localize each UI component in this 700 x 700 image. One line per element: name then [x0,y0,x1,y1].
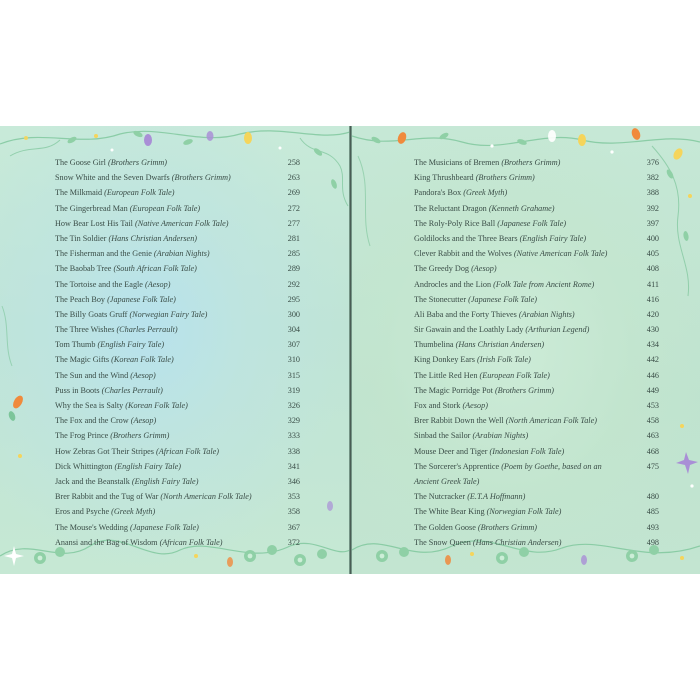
toc-page-number: 420 [646,309,659,319]
toc-page-number: 263 [287,173,300,183]
toc-page-number: 289 [287,264,300,274]
toc-entry[interactable]: Jack and the Beanstalk (English Fairy Tale) 346 [55,474,300,489]
toc-entry[interactable]: The Baobab Tree (South African Folk Tale) 289 [55,261,300,276]
toc-page-number: 285 [287,249,300,259]
toc-page-number: 493 [646,522,659,532]
toc-page-number: 372 [287,537,300,547]
toc-page-number: 446 [646,370,659,380]
toc-entry[interactable]: Brer Rabbit and the Tug of War (North American Folk Tale) 353 [55,489,300,504]
toc-entry[interactable]: Anansi and the Bag of Wisdom (African Folk Tale) 372 [55,535,300,550]
toc-entry[interactable]: The Roly-Poly Rice Ball (Japanese Folk Tale) 397 [414,216,659,231]
toc-page-number: 411 [647,279,659,289]
toc-entry[interactable]: Why the Sea is Salty (Korean Folk Tale) 326 [55,398,300,413]
toc-page-number: 397 [646,218,659,228]
toc-page-number: 341 [287,461,300,471]
toc-page-number: 416 [646,294,659,304]
toc-entry[interactable]: Eros and Psyche (Greek Myth) 358 [55,504,300,519]
toc-page-number: 315 [287,370,300,380]
toc-page-number: 475 [646,461,659,471]
toc-page-number: 408 [646,264,659,274]
toc-page-number: 485 [646,507,659,517]
toc-entry[interactable]: The Magic Porridge Pot (Brothers Grimm) 449 [414,383,659,398]
book-spread [0,126,700,574]
toc-page-number: 468 [646,446,659,456]
toc-page-number: 269 [287,188,300,198]
toc-entry[interactable]: King Thrushbeard (Brothers Grimm) 382 [414,170,659,185]
toc-entry[interactable]: The Stonecutter (Japanese Folk Tale) 416 [414,292,659,307]
toc-entry[interactable]: The Greedy Dog (Aesop) 408 [414,261,659,276]
toc-page-number: 358 [287,507,300,517]
toc-page-number: 326 [287,401,300,410]
toc-entry[interactable]: The Sorcerer's Apprentice (Poem by Goethe, based on an Ancient Greek Tale) 475 [414,459,659,489]
toc-page-number: 442 [646,355,659,365]
toc-entry[interactable]: The Reluctant Dragon (Kenneth Grahame) 392 [414,201,659,216]
toc-page-number: 498 [646,537,659,547]
toc-page-number: 304 [287,325,300,335]
toc-entry[interactable]: Androcles and the Lion (Folk Tale from Ancient Rome) 411 [414,277,659,292]
toc-entry[interactable]: The Tortoise and the Eagle (Aesop) 292 [55,277,300,292]
toc-entry[interactable]: Pandora's Box (Greek Myth) 388 [414,185,659,200]
toc-entry[interactable]: The Frog Prince (Brothers Grimm) 333 [55,428,300,443]
toc-page-number: 329 [287,416,300,426]
toc-page-number: 338 [287,446,300,456]
toc-page-number: 400 [646,233,659,243]
toc-entry[interactable]: Thumbelina (Hans Christian Andersen) 434 [414,337,659,352]
toc-entry[interactable]: How Zebras Got Their Stripes (African Folk Tale) 338 [55,444,300,459]
table-of-contents-left [55,155,300,550]
toc-entry[interactable]: Fox and Stork (Aesop) 453 [414,398,659,413]
toc-page-number: 367 [287,522,300,532]
toc-page-number: 258 [287,158,300,167]
toc-page-number: 463 [646,431,659,441]
toc-entry[interactable]: The White Bear King (Norwegian Folk Tale) 485 [414,504,659,519]
toc-entry[interactable]: Brer Rabbit Down the Well (North American Folk Tale) 458 [414,413,659,428]
toc-entry[interactable]: The Musicians of Bremen (Brothers Grimm) 376 [414,155,659,170]
toc-entry[interactable]: The Sun and the Wind (Aesop) 315 [55,368,300,383]
toc-entry[interactable]: Tom Thumb (English Fairy Tale) 307 [55,337,300,352]
toc-entry[interactable]: The Peach Boy (Japanese Folk Tale) 295 [55,292,300,307]
toc-page-number: 300 [287,309,300,319]
toc-entry[interactable]: The Nutcracker (E.T.A Hoffmann) 480 [414,489,659,504]
toc-page-number: 480 [646,492,659,502]
toc-page-number: 277 [287,218,300,228]
left-page [0,126,350,574]
toc-page-number: 458 [646,416,659,426]
toc-page-number: 295 [287,294,300,304]
toc-page-number: 376 [646,158,659,167]
toc-entry[interactable]: The Fisherman and the Genie (Arabian Nights) 285 [55,246,300,261]
toc-page-number: 353 [287,492,300,502]
toc-entry[interactable]: Ali Baba and the Forty Thieves (Arabian Nights) 420 [414,307,659,322]
toc-page-number: 333 [287,431,300,441]
toc-page-number: 388 [646,188,659,198]
toc-entry[interactable]: The Fox and the Crow (Aesop) 329 [55,413,300,428]
toc-page-number: 281 [287,233,300,243]
table-of-contents-right [414,155,659,550]
toc-page-number: 430 [646,325,659,335]
toc-entry[interactable]: Goldilocks and the Three Bears (English Fairy Tale) 400 [414,231,659,246]
toc-entry[interactable]: Dick Whittington (English Fairy Tale) 341 [55,459,300,474]
toc-page-number: 272 [287,203,300,213]
toc-entry[interactable]: How Bear Lost His Tail (Native American Folk Tale) 277 [55,216,300,231]
toc-entry[interactable]: The Golden Goose (Brothers Grimm) 493 [414,520,659,535]
toc-page-number: 319 [287,385,300,395]
toc-entry[interactable]: Sinbad the Sailor (Arabian Nights) 463 [414,428,659,443]
toc-page-number: 310 [287,355,300,365]
toc-page-number: 292 [287,279,300,289]
toc-page-number: 453 [646,401,659,410]
toc-entry[interactable]: King Donkey Ears (Irish Folk Tale) 442 [414,352,659,367]
toc-entry[interactable]: The Gingerbread Man (European Folk Tale) 272 [55,201,300,216]
toc-entry[interactable]: Puss in Boots (Charles Perrault) 319 [55,383,300,398]
toc-page-number: 449 [646,385,659,395]
toc-entry[interactable]: The Goose Girl (Brothers Grimm) 258 [55,155,300,170]
toc-entry[interactable]: The Milkmaid (European Folk Tale) 269 [55,185,300,200]
toc-page-number: 405 [646,249,659,259]
toc-page-number: 434 [646,340,659,350]
toc-entry[interactable]: The Mouse's Wedding (Japanese Folk Tale) 367 [55,520,300,535]
toc-entry[interactable]: Sir Gawain and the Loathly Lady (Arthurian Legend) 430 [414,322,659,337]
toc-entry[interactable]: Snow White and the Seven Dwarfs (Brothers Grimm) 263 [55,170,300,185]
toc-page-number: 307 [287,340,300,350]
toc-entry[interactable]: Clever Rabbit and the Wolves (Native American Folk Tale) 405 [414,246,659,261]
toc-entry[interactable]: The Little Red Hen (European Folk Tale) 446 [414,368,659,383]
toc-entry[interactable]: The Snow Queen (Hans Christian Andersen) 498 [414,535,659,550]
toc-entry[interactable]: The Tin Soldier (Hans Christian Andersen) 281 [55,231,300,246]
toc-page-number: 346 [287,476,300,486]
toc-entry[interactable]: The Billy Goats Gruff (Norwegian Fairy Tale) 300 [55,307,300,322]
right-page [352,126,700,574]
toc-entry[interactable]: The Magic Gifts (Korean Folk Tale) 310 [55,352,300,367]
toc-entry[interactable]: Mouse Deer and Tiger (Indonesian Folk Tale) 468 [414,444,659,459]
toc-page-number: 382 [646,173,659,183]
toc-entry[interactable]: The Three Wishes (Charles Perrault) 304 [55,322,300,337]
toc-page-number: 392 [646,203,659,213]
